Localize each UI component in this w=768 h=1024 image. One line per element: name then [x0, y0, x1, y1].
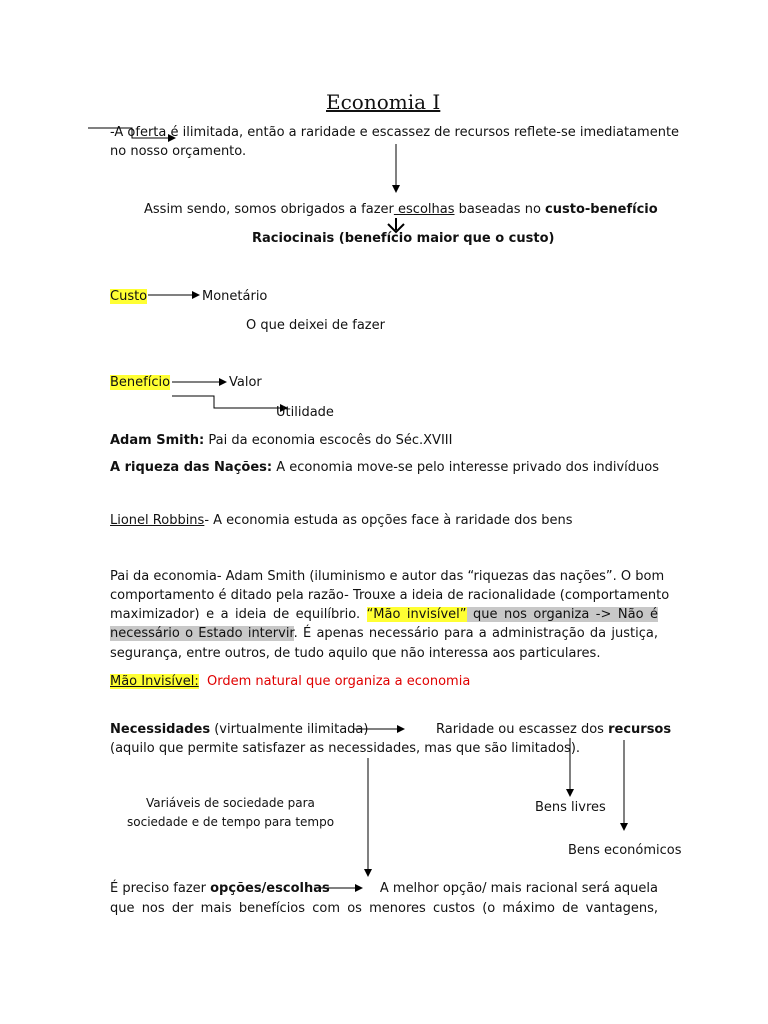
beneficio-utilidade-arrow	[172, 396, 287, 408]
adam-smith-text: Pai da economia escocês do Séc.XVIII	[204, 433, 453, 448]
necessidades-line-2: (aquilo que permite satisfazer as necessidades, mas que são limitados).	[110, 741, 581, 756]
page-title: Economia I	[326, 90, 441, 114]
raridade-line	[436, 721, 671, 738]
final-line-1-left	[110, 880, 330, 897]
mao-invisivel-line	[110, 673, 470, 690]
necessidades-line	[110, 721, 368, 738]
racionais-line: Raciocinais (benefício maior que o custo)	[252, 231, 555, 246]
adam-smith-line	[110, 432, 452, 449]
custo-beneficio-word: custo-benefício	[545, 202, 658, 217]
intro-line-2: no nosso orçamento.	[110, 144, 247, 159]
intro-line-1: -A oferta é ilimitada, então a raridade e escassez de recursos reflete-se imediatamente	[110, 125, 680, 140]
paragraph-l4-grey: necessário o Estado intervir	[110, 626, 294, 641]
lionel-label: Lionel Robbins	[110, 513, 205, 528]
paragraph-line-3	[110, 605, 658, 624]
beneficio-label	[110, 374, 170, 391]
paragraph-line-2: comportamento é ditado pela razão- Trouxe a ideia de racionalidade (comportamento	[110, 588, 670, 603]
paragraph-l3-before: maximizador) e a ideia de equilíbrio.	[110, 607, 367, 622]
assim-before: Assim sendo, somos obrigados a fazer	[144, 202, 394, 217]
paragraph-line-4	[110, 624, 658, 643]
custo-deixei-fazer: O que deixei de fazer	[246, 318, 385, 333]
necessidades-label: Necessidades	[110, 722, 211, 737]
custo-highlight: Custo	[110, 289, 148, 304]
riqueza-label: A riqueza das Nações:	[110, 460, 273, 475]
paragraph-line-5: segurança, entre outros, de tudo aquilo que não interessa aos particulares.	[110, 646, 601, 661]
raridade-text: Raridade ou escassez dos	[436, 722, 609, 737]
mao-invisivel-text: Ordem natural que organiza a economia	[206, 674, 471, 689]
adam-smith-label: Adam Smith:	[110, 433, 205, 448]
beneficio-utilidade: Utilidade	[276, 405, 334, 420]
beneficio-highlight: Benefício	[110, 375, 171, 390]
riqueza-text: A economia move-se pelo interesse privado dos indivíduos	[272, 460, 660, 475]
bens-economicos: Bens económicos	[568, 843, 682, 858]
paragraph-l3-grey: que nos organiza -> Não é	[466, 607, 658, 622]
final-before: É preciso fazer	[110, 881, 211, 896]
assim-middle: baseadas no	[454, 202, 546, 217]
mao-invisivel-label: Mão Invisível:	[110, 674, 199, 689]
riqueza-line	[110, 459, 659, 476]
final-line-1-right: A melhor opção/ mais racional será aquela	[379, 881, 658, 896]
assim-sendo-line	[144, 201, 658, 218]
custo-label	[110, 288, 147, 305]
variaveis-line-1: Variáveis de sociedade para	[146, 796, 315, 810]
necessidades-paren: (virtualmente ilimitada)	[210, 722, 369, 737]
recursos-word: recursos	[608, 722, 672, 737]
bens-livres: Bens livres	[535, 800, 606, 815]
paragraph-line-1: Pai da economia- Adam Smith (iluminismo e autor das “riquezas das nações”. O bom	[110, 569, 665, 584]
final-line-2: que nos der mais benefícios com os menores custos (o máximo de vantagens,	[110, 901, 658, 916]
beneficio-valor: Valor	[229, 375, 262, 390]
lionel-text: - A economia estuda as opções face à raridade dos bens	[204, 513, 573, 528]
opcoes-escolhas: opções/escolhas	[210, 881, 330, 896]
variaveis-line-2: sociedade e de tempo para tempo	[127, 815, 335, 829]
mao-invisivel-quote: “Mão invisível”	[366, 607, 467, 622]
escolhas-word: escolhas	[393, 202, 455, 217]
custo-monetario: Monetário	[202, 289, 268, 304]
lionel-line	[110, 512, 573, 529]
paragraph-l4-after: . É apenas necessário para a administração da justiça,	[293, 626, 658, 641]
